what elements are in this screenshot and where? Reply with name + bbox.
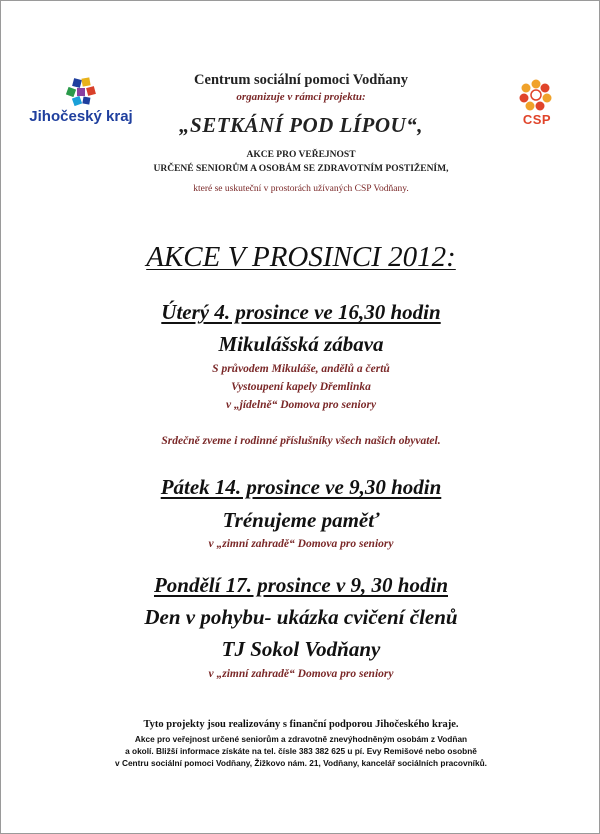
event-1-title: Mikulášská zábava — [218, 332, 384, 356]
project-name: „SETKÁNÍ POD LÍPOU“, — [179, 113, 423, 137]
event-3-note-1: v „zimní zahradě“ Domova pro seniory — [208, 668, 394, 680]
event-3-date: Pondělí 17. prosince v 9, 30 hodin — [153, 573, 448, 597]
event-3-title-line-2: TJ Sokol Vodňany — [221, 637, 381, 661]
event-1-note-1: S průvodem Mikuláše, andělů a čertů — [212, 363, 390, 375]
poster-headline: AKCE V PROSINCI 2012: — [146, 241, 456, 273]
event-1-note-2: Vystoupení kapely Dřemlinka — [231, 381, 371, 393]
footer-line-2: a okolí. Bližší informace získáte na tel. čísle 383 382 625 u pí. Evy Remišové nebo osobně — [125, 746, 477, 756]
invitation-line: Srdečně zveme i rodinné příslušníky všech našich obyvatel. — [161, 435, 441, 447]
event-2-date: Pátek 14. prosince ve 9,30 hodin — [160, 475, 442, 499]
event-1-note-3: v „jídelně“ Domova pro seniory — [225, 399, 377, 411]
subtitle-line-2: URČENÉ SENIORŮM A OSOBÁM SE ZDRAVOTNÍM POSTIŽENÍM, — [153, 164, 449, 174]
subtitle-line-3: které se uskuteční v prostorách užívaných CSP Vodňany. — [193, 184, 409, 194]
csp-logo-text: CSP — [522, 112, 552, 127]
footer-line-3: v Centru sociální pomoci Vodňany, Žižkovo nám. 21, Vodňany, kancelář sociálních pracovníků. — [115, 758, 487, 768]
organizes-line: organizuje v rámci projektu: — [236, 91, 366, 103]
event-2-note-1: v „zimní zahradě“ Domova pro seniory — [208, 538, 394, 550]
footer-line-1: Akce pro veřejnost určené seniorům a zdravotně znevýhodněným osobám z Vodňan — [134, 734, 468, 744]
kraj-logo-text: Jihočeský kraj — [29, 108, 133, 125]
subtitle-line-1: AKCE PRO VEŘEJNOST — [246, 150, 356, 160]
event-3-title-line-1: Den v pohybu- ukázka cvičení členů — [144, 605, 458, 629]
organization-name: Centrum sociální pomoci Vodňany — [194, 72, 408, 88]
event-1-date: Úterý 4. prosince ve 16,30 hodin — [161, 300, 441, 324]
event-2-title: Trénujeme paměť — [222, 508, 380, 532]
footer-funding-title: Tyto projekty jsou realizovány s finanční podporou Jihočeského kraje. — [143, 719, 459, 730]
